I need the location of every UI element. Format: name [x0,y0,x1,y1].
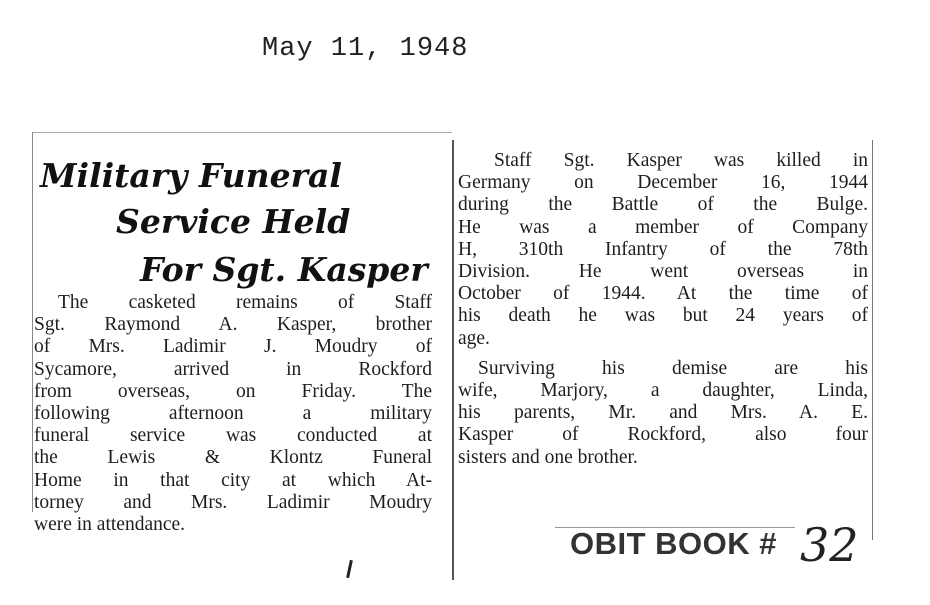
article-left-column [34,292,432,536]
headline-line-1: Military Funeral [40,156,342,195]
column-divider [452,140,454,580]
article-line: his parents, Mr. and Mrs. A. E. [458,402,868,424]
headline-line-2: Service Held [116,202,351,241]
article-line: the Lewis & Klontz Funeral [34,447,432,469]
article-line: H, 310th Infantry of the 78th [458,238,868,260]
article-line: funeral service was conducted at [34,425,432,447]
article-line: torney and Mrs. Ladimir Moudry [34,491,432,513]
article-line: of Mrs. Ladimir J. Moudry of [34,336,432,358]
article-line: Division. He went overseas in [458,261,868,283]
article-line: He was a member of Company [458,216,868,238]
headline-line-3: For Sgt. Kasper [140,250,428,289]
obit-book-number: 32 [800,518,859,572]
article-line: wife, Marjory, a daughter, Linda, [458,380,868,402]
article-line: Staff Sgt. Kasper was killed in [494,150,868,171]
article-line: following afternoon a military [34,403,432,425]
article-line: Sgt. Raymond A. Kasper, brother [34,314,432,336]
clipping-date: May 11, 1948 [262,34,469,64]
article-right-column [458,150,868,469]
article-line: were in attendance. [34,514,186,536]
left-rule [32,132,33,512]
article-line: sisters and one brother. [458,446,638,468]
article-line: from overseas, on Friday. The [34,380,432,402]
article-line: Kasper of Rockford, also four [458,424,868,446]
article-line: during the Battle of the Bulge. [458,194,868,216]
article-line: The casketed remains of Staff [58,292,432,313]
article-line: Germany on December 16, 1944 [458,172,868,194]
article-line: his death he was but 24 years of [458,305,868,327]
article-line: age. [458,327,490,349]
article-line: Surviving his demise are his [478,357,868,379]
obit-book-stamp: OBIT BOOK # [570,526,778,561]
pen-mark [346,560,353,578]
top-rule [32,132,452,133]
right-rule [872,140,873,540]
article-line: Home in that city at which At- [34,469,432,491]
article-line: Sycamore, arrived in Rockford [34,358,432,380]
article-line: October of 1944. At the time of [458,283,868,305]
